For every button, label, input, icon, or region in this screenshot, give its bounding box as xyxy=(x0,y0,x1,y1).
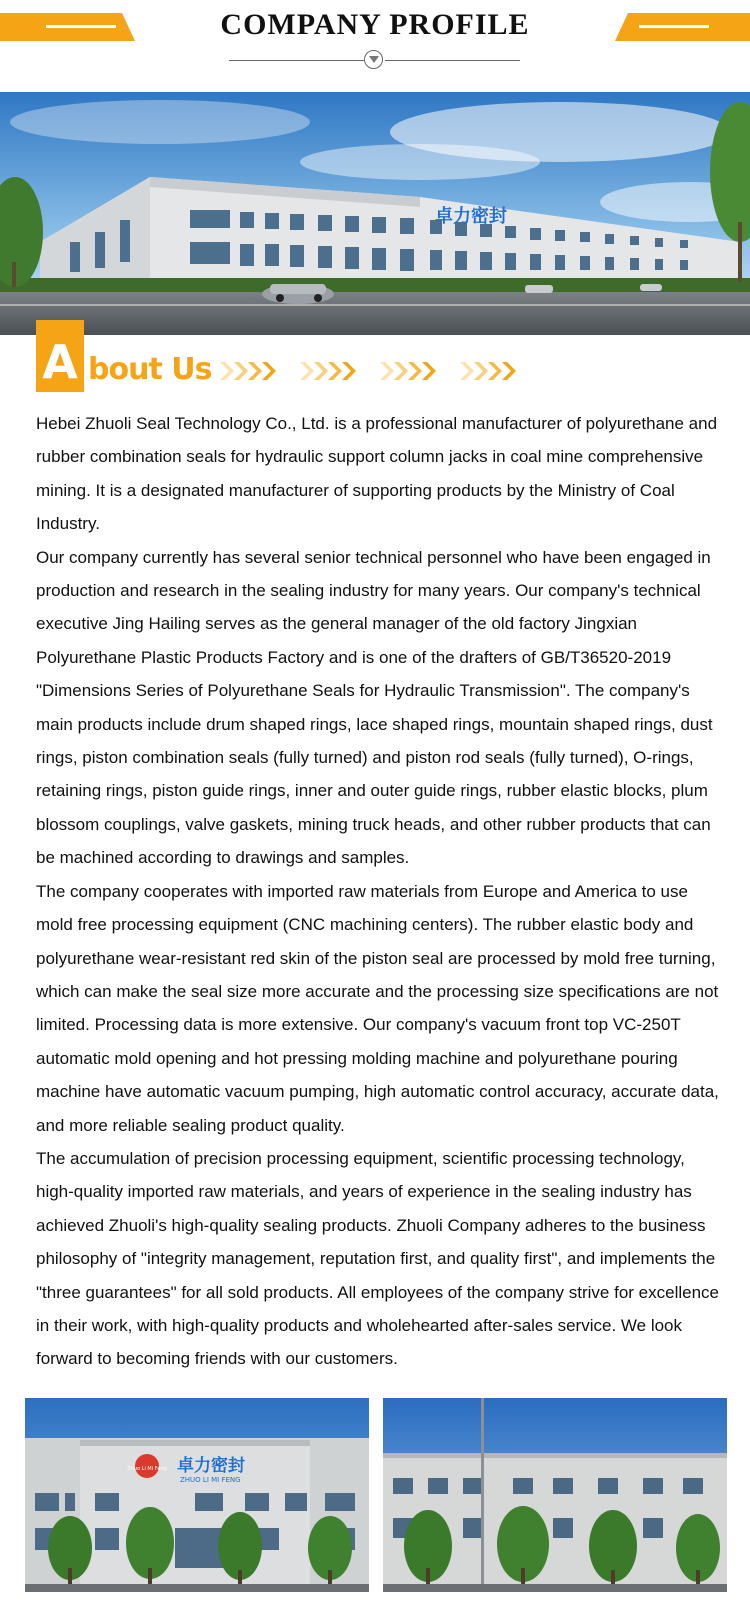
about-paragraph: The company cooperates with imported raw materials from Europe and America to use mold free processing equipment (CNC machining centers). The rubber elastic body and polyurethane wear-resistant red skin of the piston seal are processed by mold free turning, which can make the seal size more accurate and the processing size specifications are not limited. Processing data is more extensive. Our company's vacuum front top VC-250T automatic mold opening and hot pressing molding machine and polyurethane pouring machine have automatic vacuum pumping, high automatic control accuracy, accurate data, and more reliable sealing product quality. xyxy=(36,881,719,1135)
about-paragraph: The accumulation of precision processing equipment, scientific processing technology, high-quality imported raw materials, and years of experience in the sealing industry has achieved Zhuoli's high-quality sealing products. Zhuoli Company adheres to the business philosophy of "integrity management, reputation first, and quality first", and implements the "three guarantees" for all sold products. All employees of the company strive for excellence in their work, with high-quality products and wholehearted after-sales service. We look forward to becoming friends with our customers. xyxy=(36,1148,719,1369)
factory-street-photo xyxy=(383,1398,727,1592)
hero-sign-text: 卓力密封 xyxy=(435,206,507,227)
title-divider-right xyxy=(385,60,520,61)
chevrons-icon xyxy=(300,360,360,382)
about-body xyxy=(36,407,726,1376)
about-paragraph: Hebei Zhuoli Seal Technology Co., Ltd. is a professional manufacturer of polyurethane and rubber combination seals for hydraulic support column jacks in coal mine comprehensive mining. It is a designated manufacturer of supporting products by the Ministry of Coal Industry. xyxy=(36,414,718,534)
office-building-photo xyxy=(25,1398,369,1592)
about-initial-letter: A xyxy=(42,335,78,389)
building-sign-text: 卓力密封 xyxy=(177,1456,245,1476)
chevrons-icon xyxy=(460,360,520,382)
logo-text: Zhuo Li Mi Feng xyxy=(127,1466,167,1472)
about-paragraph: Our company currently has several senior technical personnel who have been engaged in production and research in the sealing industry for many years. Our company's technical executive Jing Hailing serves as the general manager of the old factory Jingxian Polyurethane Plastic Products Factory and is one of the drafters of GB/T36520-2019 "Dimensions Series of Polyurethane Seals for Hydraulic Transmission". The company's main products include drum shaped rings, lace shaped rings, mountain shaped rings, dust rings, piston combination seals (fully turned) and piston rod seals (fully turned), O-rings, retaining rings, piston guide rings, inner and outer guide rings, rubber elastic blocks, plum blossom couplings, valve gaskets, mining truck heads, and other rubber products that can be machined according to drawings and samples. xyxy=(36,547,713,868)
page-header xyxy=(0,0,750,92)
about-heading-text: bout Us xyxy=(88,352,212,387)
chevrons-icon xyxy=(220,360,280,382)
about-us-heading xyxy=(36,320,636,392)
chevrons-icon xyxy=(380,360,440,382)
chevron-down-icon xyxy=(364,50,383,69)
factory-hero-image xyxy=(0,92,750,335)
title-divider-left xyxy=(229,60,364,61)
car xyxy=(262,284,334,304)
page-title: COMPANY PROFILE xyxy=(220,8,530,41)
building-sign-pinyin: ZHUO LI MI FENG xyxy=(180,1476,241,1484)
about-initial-box xyxy=(36,320,84,392)
